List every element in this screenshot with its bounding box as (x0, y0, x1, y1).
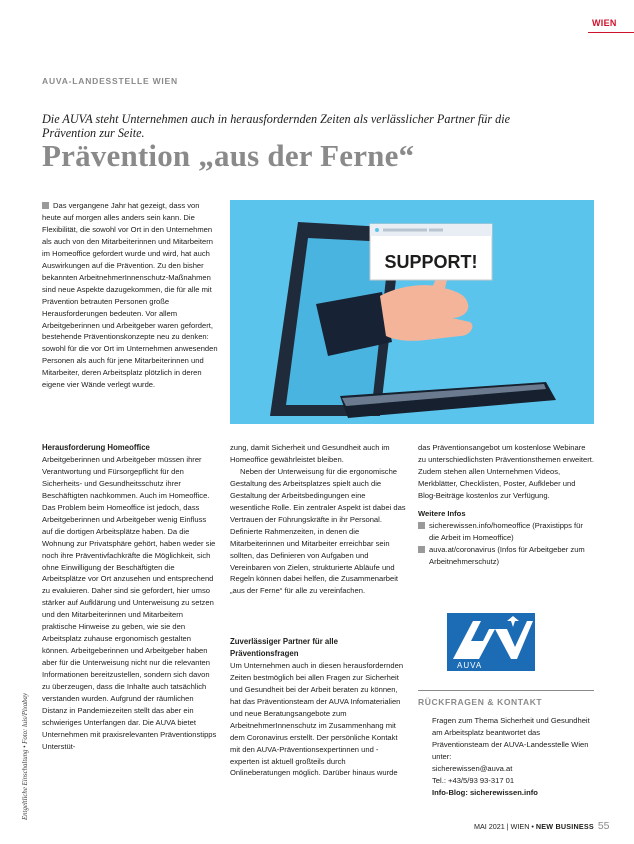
contact-heading: RÜCKFRAGEN & KONTAKT (418, 697, 543, 707)
photo-credit: Entgeltliche Einschaltung • Foto: luis/Pixabay (22, 693, 29, 820)
article-column-1 (42, 442, 218, 753)
article-column-3 (418, 442, 594, 568)
article-paragraph: das Präventionsangebot um kostenlose Webinare zu unterschiedlichsten Präventionsthemen erweitert. Zudem stehen allen Unternehmen Videos, Merkblätter, Checklisten, Poster, Aufkleber und Blog-Beiträge kostenlos zur Verfügung. (418, 443, 595, 500)
article-paragraph: Neben der Unterweisung für die ergonomische Gestaltung des Arbeitsplatzes spielt auch die Gestaltung der Arbeitsbedingungen eine wesentliche Rolle. Ein zentraler Aspekt ist dabei das Vertrauen der Führungskräfte in ihr Personal. Definierte Rahmenzeiten, in denen die Mitarbeiterinnen und Mitarbeiter erreichbar sein sollten, das Definieren von Aufgaben und Vereinbaren von Zielen, strukturierte Abläufe und Regeln können dabei helfen, die Zusammenarbeit „aus der Ferne“ für alle zu vereinfachen. (230, 466, 406, 596)
article-lead: Die AUVA steht Unternehmen auch in herausfordernden Zeiten als verlässlicher Partner für die Prävention zur Seite. (42, 112, 511, 140)
support-illustration (230, 200, 594, 424)
contact-email[interactable]: sicherewissen@auva.at (432, 763, 513, 773)
link-item[interactable] (418, 544, 594, 568)
article-paragraph: Arbeitgeberinnen und Arbeitgeber müssen ihrer Verantwortung und Fürsorgepflicht für den Sicherheits- und Gesundheitsschutz ihrer Beschäftigten nachkommen. Auch im Homeoffice. Das Problem beim Homeoffice ist jedoch, dass Arbeitgeberinnen und Arbeitgeber wenig Einfluss auf die dortigen Arbeitsplätze haben. Da die Wohnung zur Privatsphäre gehört, haben weder sie noch ihre Präventivfachkräfte die Möglichkeit, sich ohne Einwilligung der Beschäftigten die Arbeitsplätze vor Ort anzusehen und entsprechend zu evaluieren. Daher sind sie gefordert, hier umso stärker auf Aufklärung und Unterweisung zu setzen und den Mitarbeiterinnen und Mitarbeitern praktische Hinweise zu geben, wie sie den Arbeitsplatz zuhause ergonomisch gestalten können. Arbeitgeberinnen und Arbeitgeber haben aber für die Unterweisung nicht nur die relevanten Informationen bereitzustellen, sondern sich davon zu überzeugen, dass die Inhalte auch tatsächlich verstanden wurden. Aufgrund der räumlichen Distanz in Pandemiezeiten stellt das aber ein schwieriges Unterfangen dar. Die AUVA bietet Unternehmen mit praxisrelevanten Präventionstipps Unterstüt- (42, 454, 217, 751)
bullet-square-icon (418, 546, 425, 553)
auva-logo-mark (447, 613, 535, 671)
article-intro (42, 200, 218, 391)
laptop-support-image (230, 200, 594, 424)
page-number: 55 (597, 820, 610, 832)
support-sign (370, 224, 492, 280)
contact-phone: Tel.: +43/5/93 93-317 01 (432, 775, 515, 785)
links-heading: Weitere Infos (418, 508, 466, 518)
bullet-square-icon (418, 522, 425, 529)
contact-text: Fragen zum Thema Sicherheit und Gesundheit am Arbeitsplatz beantwortet das Präventionsteam der AUVA-Landesstelle Wien unter: (432, 715, 590, 761)
link-item[interactable] (418, 520, 594, 544)
section-heading: Herausforderung Homeoffice (42, 443, 150, 452)
footer-issue: MAI 2021 | WIEN • (474, 822, 534, 831)
support-sign-text: SUPPORT! (384, 252, 478, 272)
auva-logo-text: AUVA (457, 661, 483, 670)
section-label: AUVA-LANDESSTELLE WIEN (42, 76, 178, 86)
article-column-2 (230, 442, 406, 597)
auva-logo (447, 613, 535, 671)
bullet-square-icon (42, 202, 49, 209)
contact-blog[interactable]: Info-Blog: sicherewissen.info (432, 787, 538, 797)
footer-publication: NEW BUSINESS (535, 822, 594, 831)
article-paragraph: Um Unternehmen auch in diesen herausfordernden Zeiten bestmöglich bei allen Fragen zur Sicherheit und Gesundheit bei der Arbeit beraten zu können, hat das Präventionsteam der AUVA Infomaterialien und neue Beratungsangebote zum ArbeitnehmerInnenschutz im Zusammenhang mit dem Coronavirus erstellt. Der persönliche Kontakt mit den AUVA-Präventionsexpertinnen und -experten ist aktuell großteils durch Onlineberatungen möglich. Darüber hinaus wurde (230, 660, 404, 778)
region-tab-rule (588, 32, 634, 33)
page-title: Prävention „aus der Ferne“ (42, 138, 415, 173)
article-column-2b (230, 636, 406, 779)
page-footer (474, 820, 610, 832)
region-tab: WIEN (592, 18, 617, 28)
hand (380, 285, 472, 341)
article-paragraph: zung, damit Sicherheit und Gesundheit auch im Homeoffice gewährleistet bleiben. (230, 443, 390, 464)
intro-text: Das vergangene Jahr hat gezeigt, dass von heute auf morgen alles anders sein kann. Die Flexibilität, die sowohl vor Ort in den Unternehmen als auch von den Mitarbeiterinnen und Mitarbeitern im Homeoffice gefordert wurde und wird, hat auch Auswirkungen auf die Prävention. Zu den bisher bekannten ArbeitnehmerInnenschutz-Maßnahmen sind neue Aspekte dazugekommen, die für alle mit Prävention betrauten Personen große Herausforderungen bedeuten. Vor allem Arbeitgeberinnen und Arbeitgeber waren gefordert, bestehende Präventionskonzepte neu zu denken: sowohl für die vor Ort im Unternehmen anwesenden Personen als auch für jene Mitarbeiterinnen und Mitarbeiter, deren Arbeitsplatz plötzlich in deren eigene vier Wände verlegt wurde. (42, 201, 218, 390)
contact-box (418, 690, 594, 799)
link-text[interactable]: auva.at/coronavirus (Infos für Arbeitgeber zum Arbeitnehmerschutz) (429, 544, 585, 566)
section-heading: Zuverlässiger Partner für alle Präventionsfragen (230, 637, 338, 658)
link-text[interactable]: sicherewissen.info/homeoffice (Praxistipps für die Arbeit im Homeoffice) (429, 520, 583, 542)
